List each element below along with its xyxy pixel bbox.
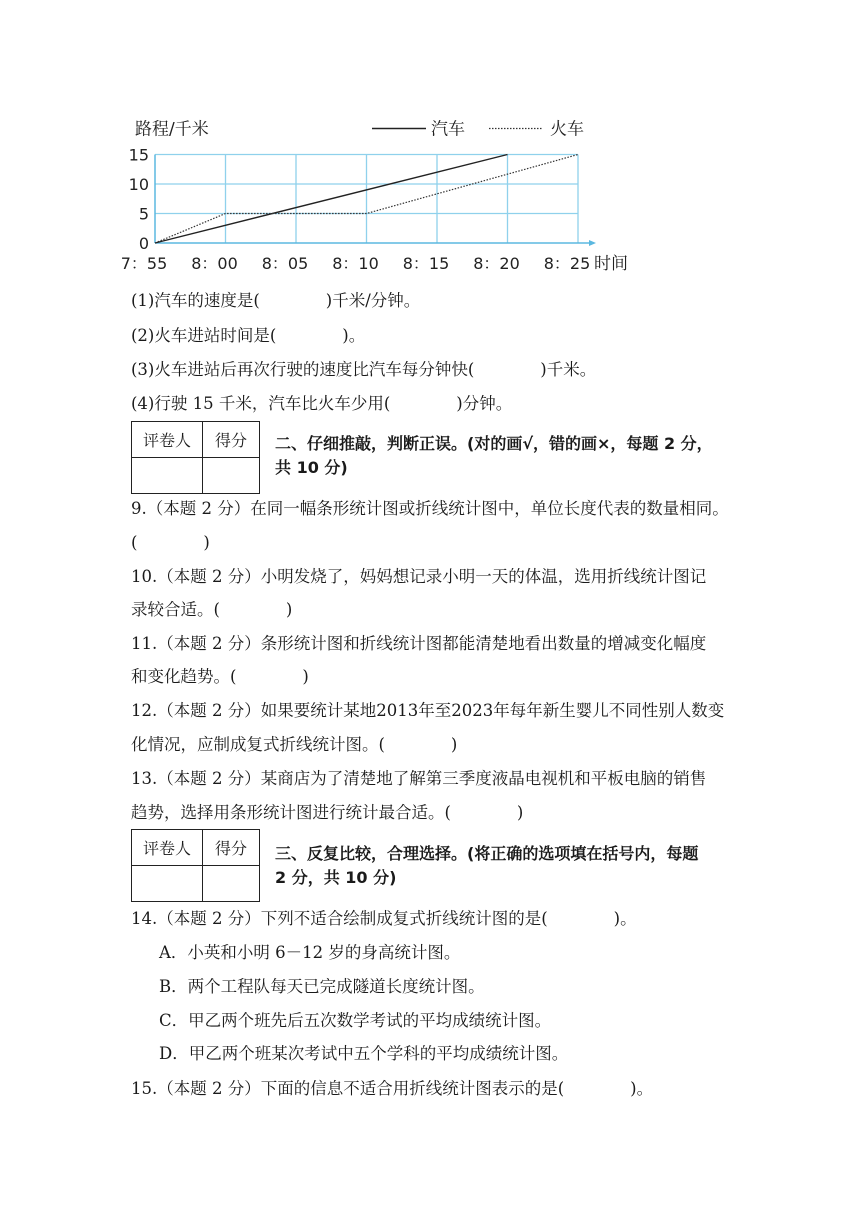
reviewer-header: 评卷人	[132, 422, 203, 458]
q13-line1: 13.（本题 2 分）某商店为了清楚地了解第三季度液晶电视机和平板电脑的销售	[131, 769, 707, 788]
x-tick-label: 8：00	[191, 254, 238, 273]
x-tick-label: 8：10	[332, 254, 379, 273]
chart-grid	[155, 155, 578, 244]
chart-axes	[155, 155, 596, 247]
x-tick-label: 7：55	[120, 254, 168, 273]
x-tick-label: 8：20	[473, 254, 520, 273]
distance-time-line-chart	[0, 100, 860, 280]
chart-question-1: (1)汽车的速度是( )千米/分钟。	[131, 291, 421, 310]
y-tick-label: 15	[128, 145, 149, 165]
q14-option-c: C．甲乙两个班先后五次数学考试的平均成绩统计图。	[159, 1011, 552, 1030]
q15-stem: 15.（本题 2 分）下面的信息不适合用折线统计图表示的是( )。	[131, 1079, 654, 1098]
q10-line2: 录较合适。( )	[131, 600, 293, 619]
reviewer-header: 评卷人	[132, 830, 203, 866]
score-header: 得分	[203, 830, 260, 866]
section3-title-line1: 三、反复比较，合理选择。(将正确的选项填在括号内，每题	[275, 844, 699, 863]
x-axis-label: 时间	[594, 254, 628, 274]
q11-line2: 和变化趋势。( )	[131, 667, 309, 686]
x-tick-label: 8：05	[261, 254, 309, 273]
x-tick-label: 8：15	[402, 254, 450, 273]
chart-question-2: (2)火车进站时间是( )。	[131, 326, 366, 345]
chart-question-4: (4)行驶 15 千米，汽车比火车少用( )分钟。	[131, 394, 513, 413]
reviewer-cell[interactable]	[132, 458, 203, 494]
legend-label-car: 汽车	[431, 119, 465, 140]
section2-title-line1: 二、仔细推敲，判断正误。(对的画√，错的画×，每题 2 分，	[275, 434, 713, 453]
score-table-section3	[131, 829, 260, 902]
q14-stem: 14.（本题 2 分）下列不适合绘制成复式折线统计图的是( )。	[131, 909, 637, 928]
section3-title-line2: 2 分，共 10 分)	[275, 868, 397, 887]
q11-line1: 11.（本题 2 分）条形统计图和折线统计图都能清楚地看出数量的增减变化幅度	[131, 634, 707, 653]
q14-option-a: A．小英和小明 6－12 岁的身高统计图。	[159, 943, 461, 962]
y-tick-label: 10	[128, 175, 149, 194]
chart-question-3: (3)火车进站后再次行驶的速度比汽车每分钟快( )千米。	[131, 360, 597, 379]
x-tick-label: 8：25	[543, 254, 591, 273]
score-cell[interactable]	[203, 866, 260, 902]
section2-title-line2: 共 10 分)	[275, 458, 348, 477]
y-tick-label: 0	[138, 234, 149, 253]
q9-line1: 9.（本题 2 分）在同一幅条形统计图或折线统计图中，单位长度代表的数量相同。	[131, 499, 729, 518]
score-header: 得分	[203, 422, 260, 458]
q9-line2: ( )	[131, 533, 210, 552]
series-line-car	[155, 155, 508, 244]
q13-line2: 趋势，选择用条形统计图进行统计最合适。( )	[131, 803, 524, 822]
q14-option-b: B．两个工程队每天已完成隧道长度统计图。	[159, 977, 485, 996]
y-axis-label: 路程/千米	[135, 119, 209, 140]
q12-line2: 化情况，应制成复式折线统计图。( )	[131, 735, 458, 754]
legend-label-train: 火车	[550, 119, 584, 140]
chart-legend	[372, 120, 584, 140]
x-axis-arrow	[589, 240, 596, 246]
q12-line1: 12.（本题 2 分）如果要统计某地2013年至2023年每年新生婴儿不同性别人数变	[131, 701, 725, 720]
q10-line1: 10.（本题 2 分）小明发烧了，妈妈想记录小明一天的体温，选用折线统计图记	[131, 567, 707, 586]
y-tick-label: 5	[138, 204, 149, 224]
reviewer-cell[interactable]	[132, 866, 203, 902]
q14-option-d: D．甲乙两个班某次考试中五个学科的平均成绩统计图。	[159, 1044, 569, 1063]
chart-labels	[121, 120, 628, 275]
score-table-section2	[131, 421, 260, 494]
score-cell[interactable]	[203, 458, 260, 494]
